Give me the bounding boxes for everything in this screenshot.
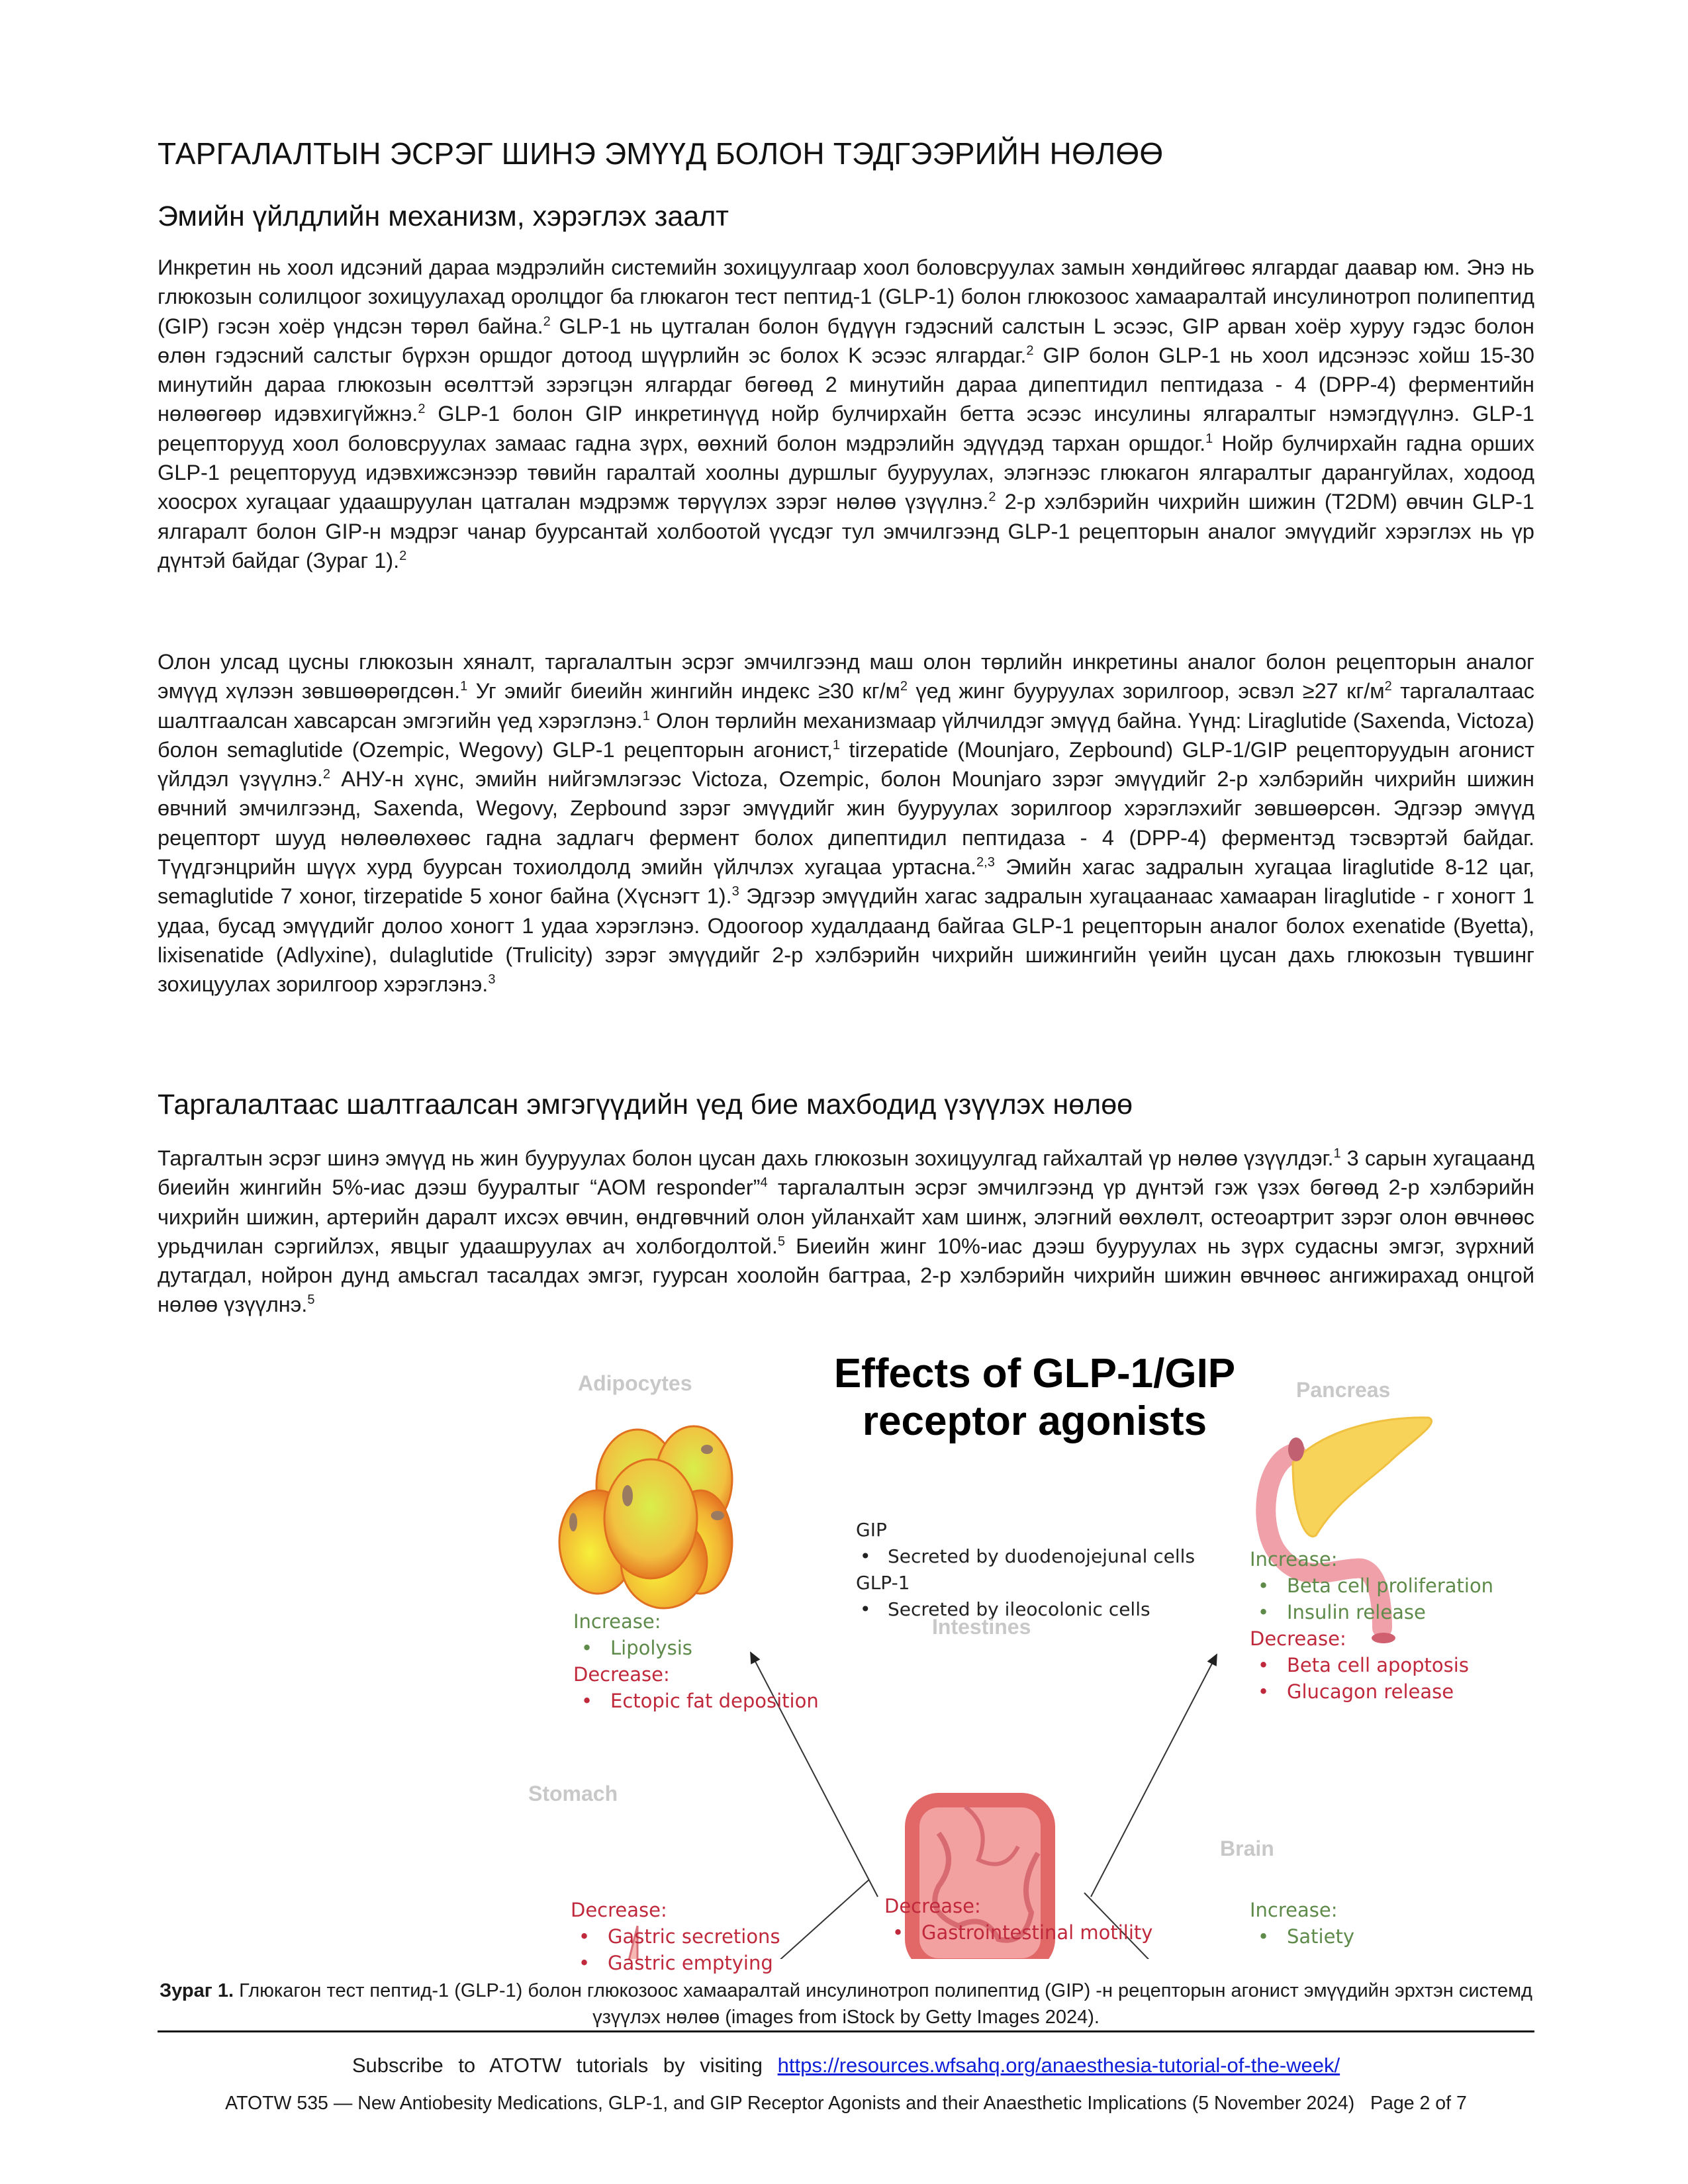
adipocytes-effects: Increase: • Lipolysis Decrease: • Ectopic fat deposition bbox=[573, 1608, 819, 1714]
ref-superscript: 3 bbox=[731, 884, 739, 899]
brain-label: Brain bbox=[1220, 1837, 1274, 1860]
effect-item: • Gastric secretions bbox=[571, 1923, 780, 1950]
gip-source-item: • Secreted by duodenojejunal cells bbox=[856, 1543, 1195, 1570]
ref-superscript: 2 bbox=[322, 767, 331, 782]
paragraph-effects: Таргалтын эсрэг шинэ эмүүд нь жин бууруулах болон цусан дахь глюкозын зохицуулгад гайхалтай үр нөлөө үзүүлдэг.$^1$ 3 сарын хугацаанд биеийн жингийн 5%-иас дээш бууралтыг “AOM responder”$^4$ таргалалтын эсрэг эмчилгээнд үр дүнтэй гэж үзэх бөгөөд 2-р хэлбэрийн чихрийн шижин, артерийн даралт ихсэх өвчин, өндгөвчний олон уйланхайт хам шинж, элэгний өөхлөлт, остеоартрит зэрэг олон өвчнөөс урьдчилан сэргийлэх, явцыг удаашруулах ач холбогдолтой.$^5$ Биеийн жинг 10%-иас дээш бууруулах нь зүрх судасны эмгэг, зүрхний дутагдал, нойрон дунд амьсгал тасалдах эмгэг, гуурсан хоолойн багтраа, 2-р хэлбэрийн чихрийн шижин өвчнөөс ангижирахад онцгой нөлөө үзүүлнэ.$^5$ bbox=[158, 1146, 1535, 1317]
glp1-label: GLP-1 bbox=[856, 1572, 910, 1594]
exponent: 2 bbox=[900, 679, 908, 694]
page-number: Page 2 of 7 bbox=[1370, 2093, 1467, 2114]
page-footer bbox=[158, 2093, 1534, 2115]
effect-item: • Gastric emptying bbox=[571, 1950, 780, 1976]
intestines-label: Intestines bbox=[932, 1615, 1031, 1639]
pancreas-label: Pancreas bbox=[1296, 1378, 1391, 1402]
ref-superscript: 1 bbox=[832, 738, 840, 753]
paragraph-approved-drugs: Олон улсад цусны глюкозын хяналт, таргалалтын эсрэг эмчилгээнд маш олон төрлийн инкретины аналог болон рецепторын аналог эмүүд хүлээн зөвшөөрөгдсөн.$^1$ Уг эмийг биеийн жингийн индекс ≥30 $кг/м^2$ үед жинг бууруулах зорилгоор, эсвэл ≥27 $кг/м^2$ таргалалтаас шалтгаалсан хавсарсан эмгэгийн үед хэрэглэнэ.$^1$ Олон төрлийн механизмаар үйлчилдэг эмүүд байна. Үүнд: Liraglutide (Saxenda, Victoza) болон semaglutide (Ozempic, Wegovy) GLP-1 рецепторын агонист,$^1$ tirzepatide (Mounjaro, Zepbound) GLP-1/GIP рецепторуудын агонист үйлдэл үзүүлнэ.$^2$ АНУ-н хүнс, эмийн нийгэмлэгээс Victoza, Ozempic, болон Mounjaro зэрэг эмүүдийг 2-р хэлбэрийн чихрийн шижин өвчний эмчилгээнд, Saxenda, Wegovy, Zepbound зэрэг эмүүдийг жин бууруулах зорилгоор хэрэглэхийг зөвшөөрсөн. Эдгээр эмүүд рецепторт шууд нөлөөлөхөөс гадна задлагч фермент болох дипептидил пептидаза - 4 (DPP-4) ферментэд тэсвэртэй байдаг. Түүдгэнцрийн шүүх хурд буурсан тохиолдолд эмийн үйлчлэх хугацаа уртасна.$^{2,3}$ Эмийн хагас задралын хугацаа liraglutide 8-12 цаг, semaglutide 7 хоног, tirzepatide 5 хоног байна (Хүснэгт 1).$^3$ Эдгээр эмүүдийн хагас задралын хугацаанаас хамааран liraglutide - г хоногт 1 удаа, бусад эмүүдийг долоо хоногт 1 удаа хэрэглэнэ. Одоогоор худалдаанд байгаа GLP-1 рецепторын аналог болох exenatide (Byetta), lixisenatide (Adlyxine), dulaglutide (Trulicity) зэрэг эмүүдийг 2-р хэлбэрийн чихрийн шижингийн үеийн цусан дахь глюкозын түвшинг зохицуулах зорилгоор хэрэглэнэ.$^3$ bbox=[158, 650, 1534, 997]
ref-superscript: 5 bbox=[777, 1234, 785, 1250]
section-heading-mechanism: Эмийн үйлдлийн механизм, хэрэглэх заалт bbox=[158, 201, 729, 232]
effect-item: • Beta cell proliferation bbox=[1250, 1572, 1493, 1599]
effect-item: • Satiety bbox=[1250, 1923, 1354, 1950]
stomach-effects: Decrease: • Gastric secretions • Gastric emptying bbox=[571, 1897, 780, 1976]
effect-item: • Ectopic fat deposition bbox=[573, 1688, 819, 1714]
figure-glp1-gip-effects bbox=[502, 1343, 1574, 1974]
ref-superscript: 2 bbox=[988, 490, 996, 505]
ref-superscript: 3 bbox=[488, 972, 496, 987]
adipocytes-icon bbox=[559, 1426, 732, 1608]
citation: ATOTW 535 — New Antiobesity Medications, GLP-1, and GIP Receptor Agonists and their Anaesthetic Implications (5 November 2024) bbox=[225, 2093, 1355, 2114]
caption-label: Зураг 1. bbox=[160, 1980, 234, 2001]
exponent: 2 bbox=[1384, 679, 1392, 694]
gip-label: GIP bbox=[856, 1519, 887, 1541]
subscribe-line: Subscribe to ATOTW tutorials by visiting https://resources.wfsahq.org/anaesthesia-tutorial-of-the-week/ bbox=[352, 2054, 1340, 2077]
ref-superscript: 1 bbox=[642, 708, 650, 723]
figure-caption: Зураг 1. Глюкагон тест пептид-1 (GLP-1) болон глюкозоос хамааралтай инсулинотроп полипептид (GIP) -н рецепторын агонист эмүүдийн эрхтэн системд үзүүлэх нөлөө (images from iStock by Getty Images 2024). bbox=[160, 1980, 1532, 2028]
figure-title: Effects of GLP-1/GIP receptor agonists bbox=[833, 1351, 1236, 1444]
ref-superscript: 5 bbox=[307, 1293, 315, 1308]
ref-superscript: 2 bbox=[418, 402, 426, 417]
effect-item: • Insulin release bbox=[1250, 1599, 1493, 1625]
glp1-source-item: • Secreted by ileocolonic cells bbox=[856, 1596, 1195, 1623]
pancreas-effects: Increase: • Beta cell proliferation • Insulin release Decrease: • Beta cell apoptosis • Glucagon release bbox=[1250, 1546, 1493, 1705]
section-heading-effects: Таргалалтаас шалтгаалсан эмгэгүүдийн үед бие махбодид үзүүлэх нөлөө bbox=[158, 1089, 1133, 1120]
subscribe-link[interactable]: https://resources.wfsahq.org/anaesthesia-tutorial-of-the-week/ bbox=[777, 2054, 1340, 2077]
ref-superscript: 2 bbox=[399, 549, 407, 564]
brain-effects: Increase: • Satiety bbox=[1250, 1897, 1354, 1950]
adipocytes-label: Adipocytes bbox=[578, 1371, 692, 1395]
ref-superscript: 4 bbox=[760, 1175, 768, 1191]
paragraph-mechanism: Инкретин нь хоол идсэний дараа мэдрэлийн системийн зохицуулгаар хоол боловсруулах замын хөндийгөөс ялгардаг даавар юм. Энэ нь глюкозын солилцоог зохицуулахад оролцдог ба глюкагон тест пептид-1 (GLP-1) болон глюкозоос хамааралтай инсулинотроп полипептид (GIP) гэсэн хоёр үндсэн төрөл байна.$^2$ GLP-1 нь цутгалан болон бүдүүн гэдэсний салстын L эсээс, GIP арван хоёр хуруу гэдэс болон өлөн гэдэсний салстыг бүрхэн оршдог дотоод шүүрлийн эс болох K эсээс ялгардаг.$^2$ GIP болон GLP-1 нь хоол идсэнээс хойш 15-30 минутийн дараа глюкозын өсөлттэй зэрэгцэн ялгардаг бөгөөд 2 минутийн дараа дипептидил пептидаза - 4 (DPP-4) ферментийн нөлөөгөөр идэвхигүйжнэ.$^2$ GLP-1 болон GIP инкретинүүд нойр булчирхайн бетта эсээс инсулины ялгаралтыг нэмэгдүүлнэ. GLP-1 рецепторууд хоол боловсруулах замаас гадна зүрх, өөхний болон мэдрэлийн эдүүдэд тархан оршдог.$^1$ Нойр булчирхайн гадна орших GLP-1 рецепторууд идэвхижсэнээр төвийн гаралтай хоолны дуршлыг бууруулах, элэгнээс глюкагон ялгаралтыг дарангуйлах, ходоод хоосрох хугацааг удаашруулан цатгалан мэдрэмж төрүүлэх зэрэг нөлөө үзүүлнэ.$^2$ 2-р хэлбэрийн чихрийн шижин (T2DM) өвчин GLP-1 ялгаралт болон GIP-н мэдрэг чанар буурсантай холбоотой үүсдэг тул эмчилгээнд GLP-1 рецепторын аналог эмүүдийг хэрэглэх нь үр дүнтэй байдаг (Зураг 1).$^2$ bbox=[158, 255, 1534, 572]
footer-divider bbox=[158, 2030, 1534, 2032]
ref-superscript: 1 bbox=[1333, 1146, 1341, 1161]
ref-superscript: 2 bbox=[1026, 343, 1034, 359]
effect-item: • Glucagon release bbox=[1250, 1678, 1493, 1705]
ref-superscript: 1 bbox=[1205, 431, 1213, 446]
document-title: ТАРГАЛАЛТЫН ЭСРЭГ ШИНЭ ЭМҮҮД БОЛОН ТЭДГЭЭРИЙН НӨЛӨӨ bbox=[158, 136, 1164, 171]
effect-item: • Gastrointestinal motility bbox=[884, 1919, 1152, 1946]
incretin-source-list bbox=[856, 1517, 1195, 1623]
effect-item: • Beta cell apoptosis bbox=[1250, 1652, 1493, 1678]
ref-superscript: 2 bbox=[543, 314, 551, 329]
intestines-effects: Decrease: • Gastrointestinal motility bbox=[884, 1893, 1152, 1946]
stomach-label: Stomach bbox=[528, 1782, 618, 1805]
ref-superscript: 1 bbox=[460, 679, 468, 694]
effect-item: • Lipolysis bbox=[573, 1635, 819, 1661]
ref-superscript: 2,3 bbox=[976, 855, 995, 870]
